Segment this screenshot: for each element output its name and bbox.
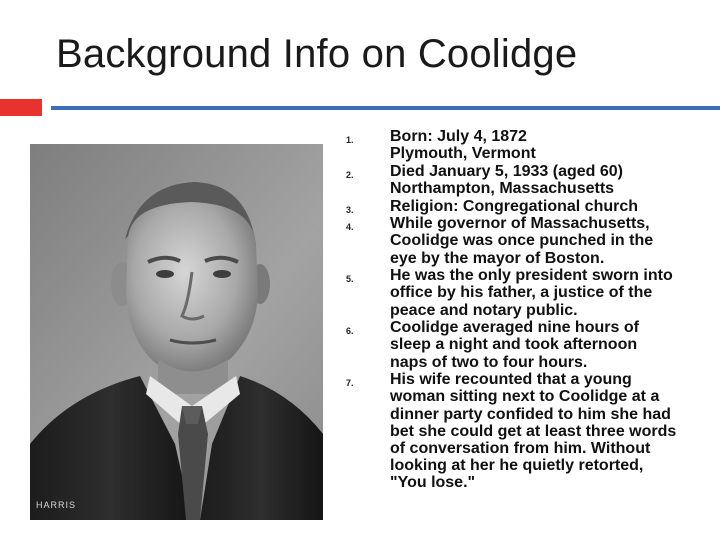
fact-item — [346, 371, 716, 491]
fact-line: dinner party confided to him she had — [390, 405, 671, 423]
title-accent-red-bar — [0, 99, 42, 116]
fact-line: His wife recounted that a young — [390, 371, 632, 389]
fact-line: While governor of Massachusetts, — [390, 215, 650, 233]
photographer-signature: HARRIS — [36, 500, 77, 510]
fact-line: naps of two to four hours. — [390, 353, 588, 371]
fact-text — [390, 371, 716, 491]
fact-item — [346, 215, 716, 267]
fact-text — [390, 198, 716, 215]
fact-line: sleep a night and took afternoon — [390, 336, 638, 354]
fact-line: office by his father, a justice of the — [390, 284, 653, 302]
fact-item — [346, 267, 716, 319]
fact-text — [390, 319, 716, 371]
fact-number: 2. — [346, 169, 354, 180]
fact-number: 6. — [346, 326, 354, 337]
fact-text — [390, 128, 716, 162]
title-underline-rule — [51, 106, 720, 110]
fact-line: peace and notary public. — [390, 301, 578, 319]
fact-line: Died January 5, 1933 (aged 60) — [390, 162, 623, 180]
fact-line: "You lose." — [390, 474, 476, 492]
fact-line: of conversation from him. Without — [390, 440, 651, 457]
fact-line: Born: July 4, 1872 — [390, 128, 527, 145]
fact-line: He was the only president sworn into — [390, 267, 673, 285]
fact-line: Coolidge averaged nine hours of — [390, 319, 639, 337]
slide-title: Background Info on Coolidge — [56, 32, 578, 76]
fact-line: Religion: Congregational church — [390, 197, 639, 215]
fact-item — [346, 198, 716, 215]
facts-list — [346, 128, 716, 492]
fact-line: woman sitting next to Coolidge at a — [390, 388, 660, 406]
fact-item — [346, 128, 716, 162]
fact-text — [390, 163, 716, 197]
fact-number: 1. — [346, 135, 354, 145]
fact-line: looking at her he quietly retorted, — [390, 457, 644, 475]
fact-line: Northampton, Massachusetts — [390, 180, 615, 197]
coolidge-portrait-photo — [30, 144, 323, 520]
fact-item — [346, 163, 716, 197]
fact-number: 4. — [346, 222, 354, 233]
fact-number: 5. — [346, 274, 354, 285]
fact-item — [346, 319, 716, 371]
fact-text — [390, 267, 716, 319]
fact-line: Coolidge was once punched in the — [390, 232, 654, 250]
fact-line: bet she could get at least three words — [390, 422, 677, 440]
fact-text — [390, 215, 716, 267]
fact-line: eye by the mayor of Boston. — [390, 249, 605, 267]
fact-number: 7. — [346, 378, 354, 389]
fact-number: 3. — [346, 204, 354, 215]
portrait-illustration — [30, 144, 323, 520]
fact-line: Plymouth, Vermont — [390, 145, 536, 163]
